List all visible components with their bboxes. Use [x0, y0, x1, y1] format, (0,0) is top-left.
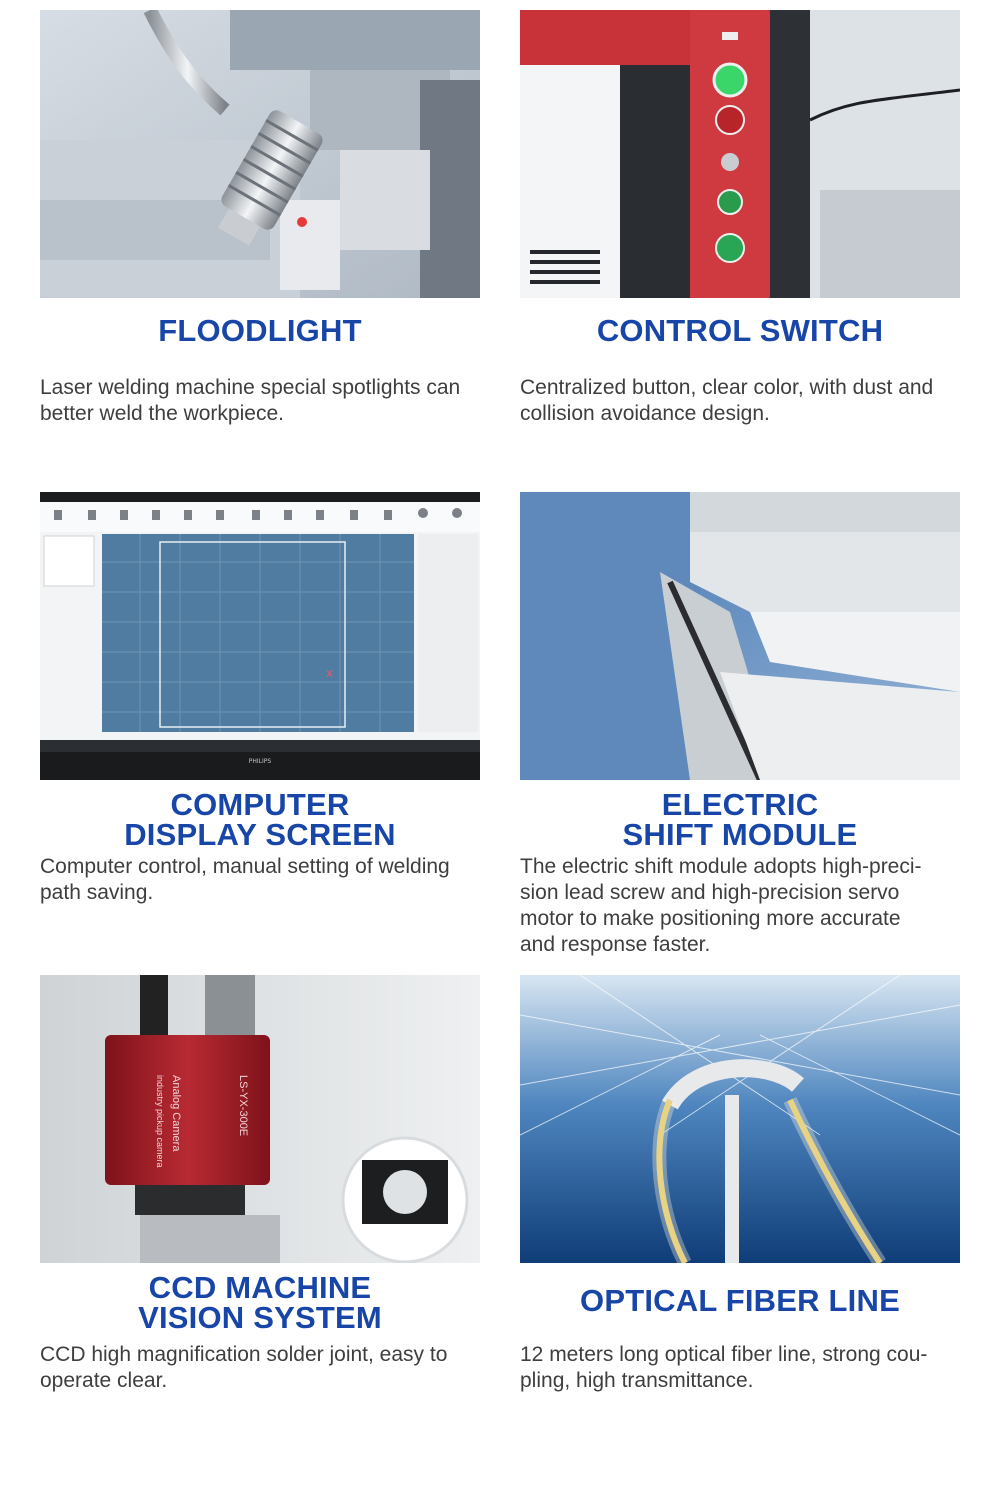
optical-fiber-image: [520, 975, 960, 1263]
title-line: CONTROL SWITCH: [596, 313, 884, 348]
title-line: SHIFT MODULE: [622, 817, 858, 852]
feature-title: [520, 787, 960, 852]
title-line: ELECTRIC: [661, 787, 819, 822]
feature-title: [520, 1283, 960, 1318]
feature-title: [40, 313, 480, 348]
description-line: operate clear.: [40, 1369, 168, 1392]
monitor-brand-label: PHILIPS: [248, 758, 272, 765]
description-line: The electric shift module adopts high-preci-: [520, 855, 922, 878]
feature-description: [40, 375, 480, 427]
floodlight-photo: [40, 10, 480, 298]
feature-description: [520, 375, 960, 427]
feature-title: [520, 313, 960, 348]
computer-display-image: [40, 492, 480, 780]
feature-description: [40, 1342, 480, 1394]
ccd-vision-image: [40, 975, 480, 1263]
description-line: path saving.: [40, 881, 154, 904]
electric-shift-image: [520, 492, 960, 780]
svg-text:x: x: [326, 666, 334, 680]
description-line: 12 meters long optical fiber line, strong cou-: [520, 1343, 928, 1366]
feature-description: [520, 1342, 960, 1394]
optical-fiber-photo: [520, 975, 960, 1263]
camera-subtitle-label: industry pickup camera: [155, 1075, 165, 1168]
control-switch-photo: [520, 10, 960, 298]
title-line: FLOODLIGHT: [158, 313, 362, 348]
computer-display-photo: [40, 492, 480, 780]
floodlight-image: [40, 10, 480, 298]
feature-description: [40, 854, 480, 906]
electric-shift-photo: [520, 492, 960, 780]
description-line: sion lead screw and high-precision servo: [520, 881, 900, 904]
description-line: and response faster.: [520, 933, 711, 956]
description-line: pling, high transmittance.: [520, 1369, 754, 1392]
description-line: Laser welding machine special spotlights can: [40, 376, 461, 399]
description-line: Computer control, manual setting of welding: [40, 855, 450, 878]
camera-name-label: Analog Camera: [170, 1075, 182, 1152]
description-line: better weld the workpiece.: [40, 402, 284, 425]
camera-model-label: LS-YX-300E: [237, 1075, 249, 1137]
feature-title: [40, 787, 480, 852]
description-line: collision avoidance design.: [520, 402, 770, 425]
description-line: motor to make positioning more accurate: [520, 907, 901, 930]
control-switch-image: [520, 10, 960, 298]
feature-description: [520, 854, 960, 958]
feature-title: [40, 1270, 480, 1335]
description-line: Centralized button, clear color, with dust and: [520, 376, 934, 399]
title-line: OPTICAL FIBER LINE: [580, 1283, 900, 1318]
description-line: CCD high magnification solder joint, easy to: [40, 1343, 448, 1366]
title-line: COMPUTER: [170, 787, 350, 822]
title-line: VISION SYSTEM: [138, 1300, 382, 1335]
ccd-vision-photo: [40, 975, 480, 1263]
title-line: DISPLAY SCREEN: [124, 817, 396, 852]
title-line: CCD MACHINE: [148, 1270, 372, 1305]
